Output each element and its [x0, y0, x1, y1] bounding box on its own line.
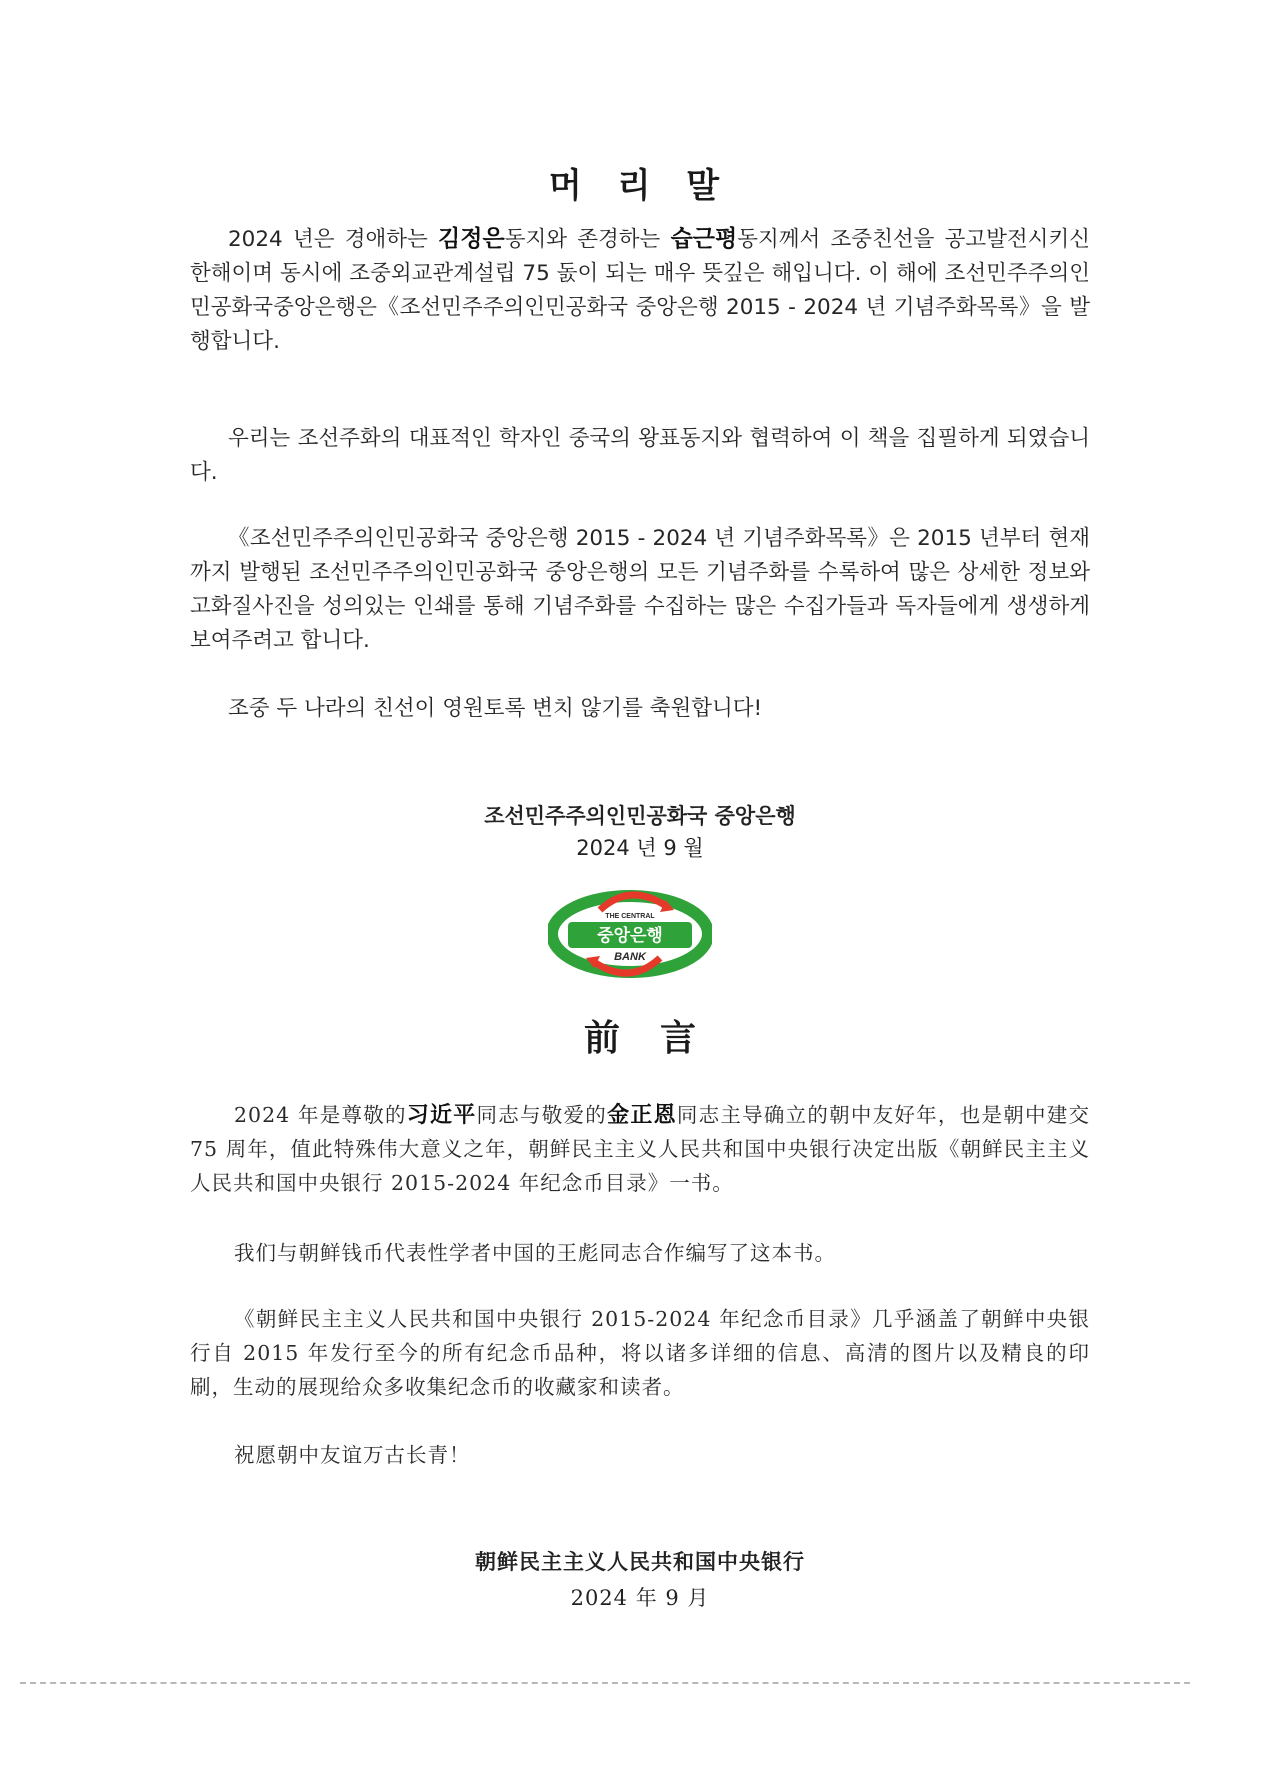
logo-text-korean: 중앙은행: [597, 926, 663, 946]
korean-signature: 조선민주주의인민공화국 중앙은행: [484, 804, 796, 828]
korean-paragraph-4: 조중 두 나라의 친선이 영원토록 변치 않기를 축원합니다!: [228, 696, 763, 721]
chinese-paragraph-4: 祝愿朝中友谊万古长青！: [234, 1443, 471, 1467]
korean-p1-text-3: 동지께서 조중친선을 공고발전시키신 한해이며 동시에 조중외교관계설립 75 돐이 되는 매우 뜻깊은 해입니다. 이 해에 조선민주주의인민공화국중앙은행은《조선민주주의인민공화국 중앙은행 2015 - 2024 년 기념주화목록》을 발행합니다.: [190, 227, 1090, 354]
central-bank-logo: [548, 888, 712, 980]
korean-p1-name-1: 김정은: [438, 226, 505, 252]
chinese-date: 2024 年 9 月: [570, 1586, 710, 1610]
korean-date: 2024 년 9 월: [576, 836, 704, 860]
chinese-paragraph-4-block: [190, 1438, 1090, 1472]
page-separator: [20, 1682, 1190, 1684]
chinese-paragraph-2-block: [190, 1236, 1090, 1270]
korean-p1-text-2: 동지와 존경하는: [504, 227, 671, 252]
korean-paragraph-2-block: [190, 422, 1090, 490]
chinese-p1-text-2: 同志与敬爱的: [476, 1103, 608, 1127]
korean-p1-name-2: 습근평: [670, 226, 738, 252]
korean-p1-text-1: 2024 년은 경애하는: [228, 227, 439, 252]
korean-paragraph-2: 우리는 조선주화의 대표적인 학자인 중국의 왕표동지와 협력하여 이 책을 집필하게 되였습니다.: [190, 426, 1090, 485]
chinese-p1-name-1: 习近平: [406, 1102, 477, 1128]
korean-title: 머 리 말: [548, 166, 732, 206]
chinese-paragraph-3-block: [190, 1302, 1090, 1404]
korean-paragraph-3: 《조선민주주의인민공화국 중앙은행 2015 - 2024 년 기념주화목록》은 2015 년부터 현재까지 발행된 조선민주주의인민공화국 중앙은행의 모든 기념주화를 수록하여 많은 상세한 정보와 고화질사진을 성의있는 인쇄를 통해 기념주화를 수집하는 많은 수집가들과 독자들에게 생생하게 보여주려고 합니다.: [190, 526, 1090, 653]
korean-paragraph-1: [190, 222, 1090, 359]
korean-paragraph-4-block: [190, 692, 1090, 726]
chinese-paragraph-1: [190, 1098, 1090, 1200]
logo-text-top: THE CENTRAL: [605, 913, 655, 920]
chinese-title: 前言: [583, 1017, 736, 1059]
korean-paragraph-1-block: [190, 222, 1090, 359]
chinese-signature: 朝鲜民主主义人民共和国中央银行: [475, 1549, 805, 1574]
chinese-paragraph-3: 《朝鲜民主主义人民共和国中央银行 2015-2024 年纪念币目录》几乎涵盖了朝鲜中央银行自 2015 年发行至今的所有纪念币品种，将以诸多详细的信息、高清的图片以及精良的印刷，生动的展现给众多收集纪念币的收藏家和读者。: [190, 1307, 1090, 1399]
chinese-p1-name-2: 金正恩: [607, 1102, 677, 1128]
korean-paragraph-3-block: [190, 522, 1090, 658]
chinese-p1-text-3: 同志主导确立的朝中友好年，也是朝中建交 75 周年，值此特殊伟大意义之年，朝鲜民主主义人民共和国中央银行决定出版《朝鲜民主主义人民共和国中央银行 2015-2024 年纪念币目录》一书。: [190, 1103, 1090, 1195]
chinese-p1-text-1: 2024 年是尊敬的: [234, 1103, 407, 1127]
chinese-paragraph-2: 我们与朝鲜钱币代表性学者中国的王彪同志合作编写了这本书。: [234, 1241, 836, 1265]
logo-text-bank: BANK: [614, 951, 646, 963]
chinese-paragraph-1-block: [190, 1098, 1090, 1200]
